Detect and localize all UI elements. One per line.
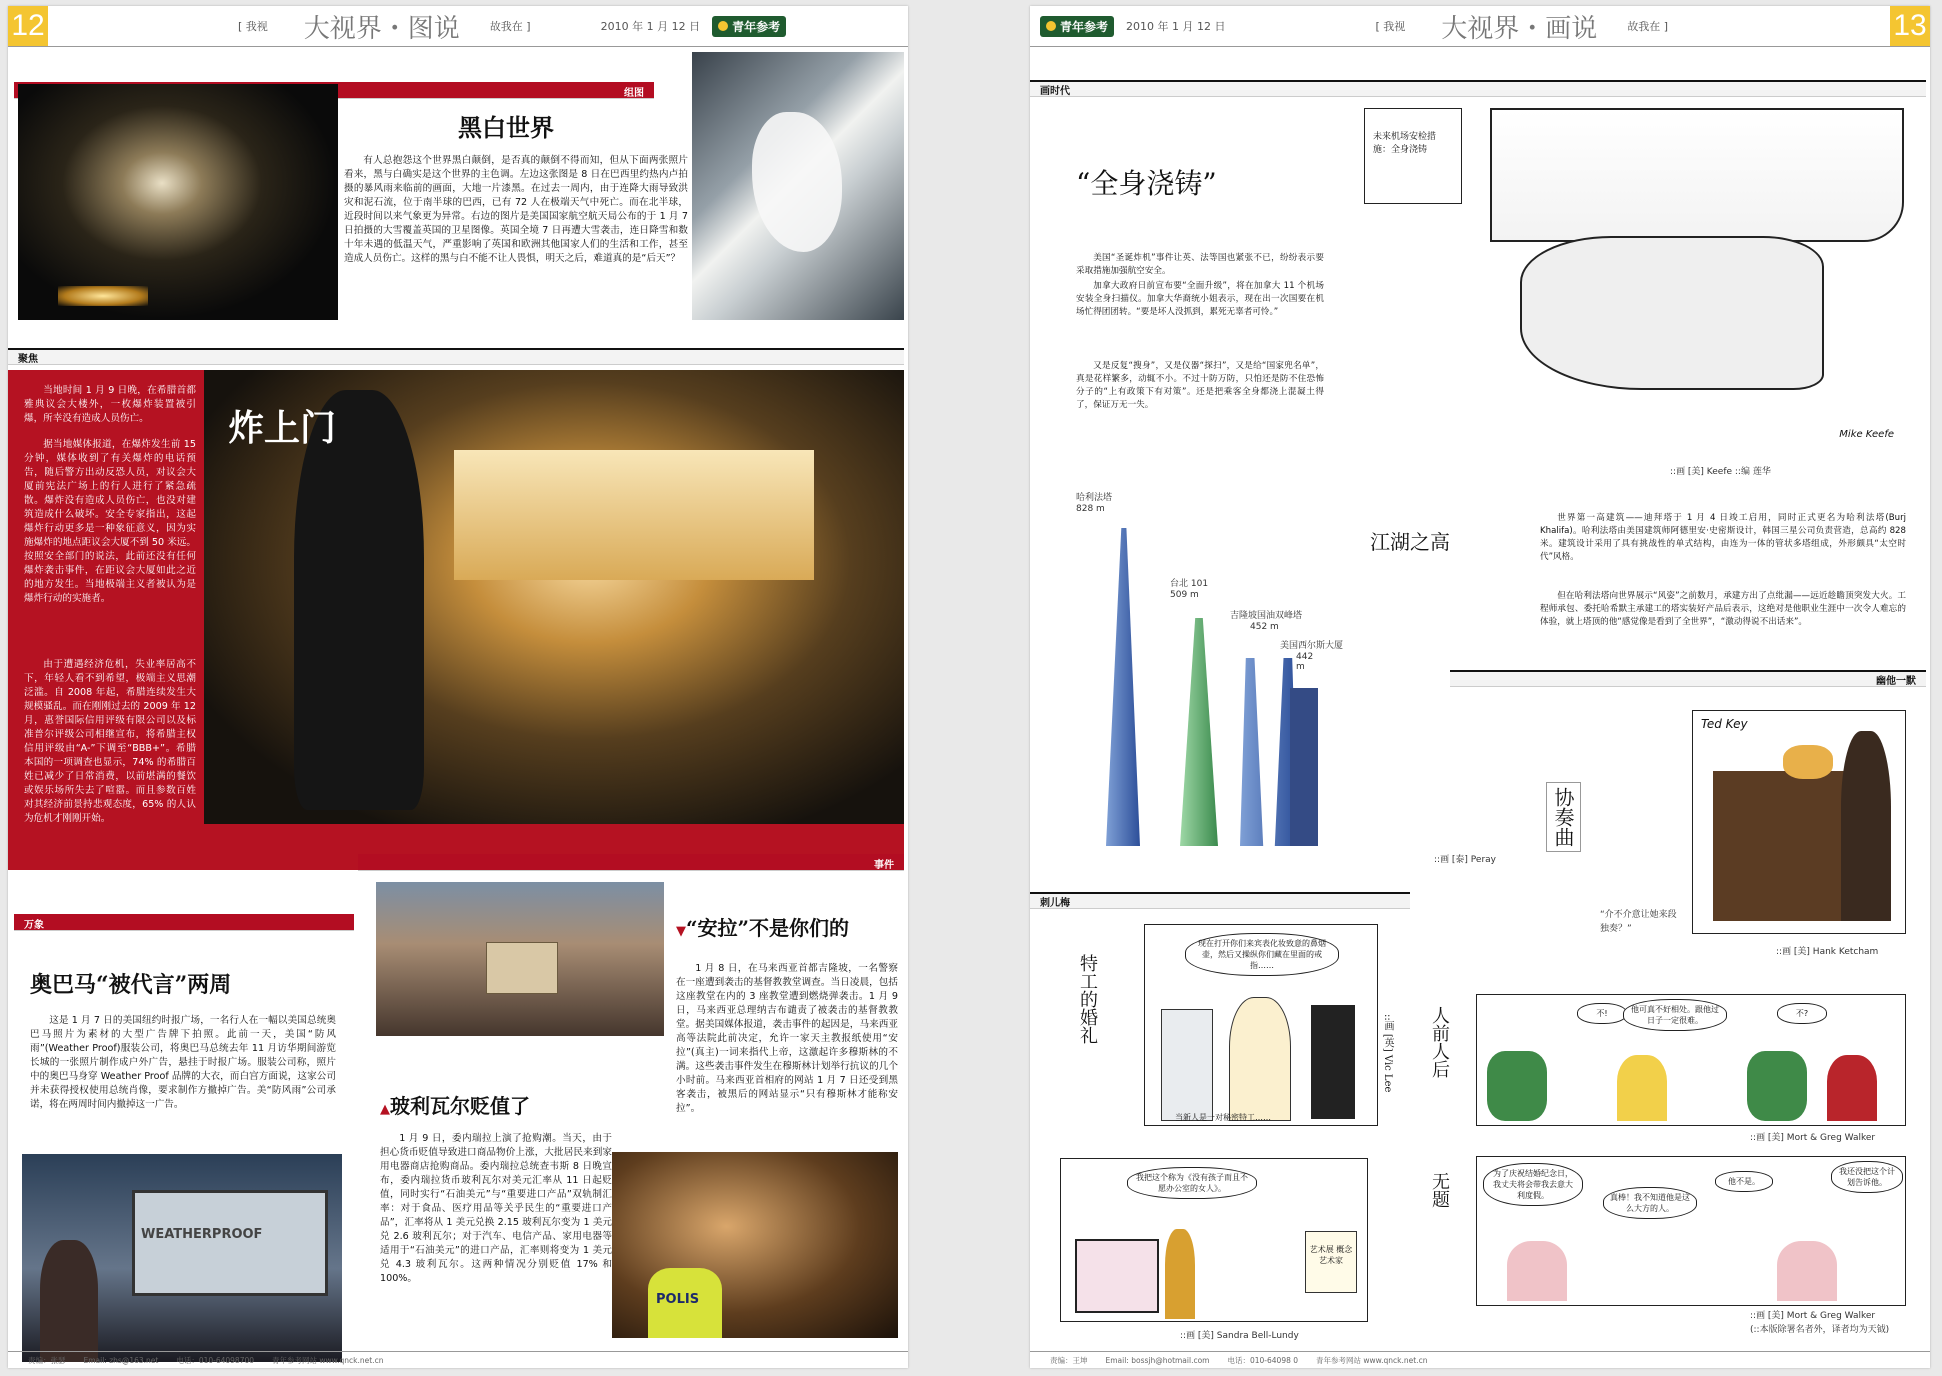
article-title: 特工的婚礼 — [1077, 954, 1098, 1044]
footer-phone: 电话：010-64098700 — [176, 1355, 255, 1365]
photographer-silhouette — [40, 1240, 98, 1362]
piano-cartoon — [1692, 710, 1906, 934]
obama-billboard — [132, 1190, 328, 1296]
article-title: 江湖之高 — [1370, 530, 1450, 554]
speech-bubble: 现在打开你们来宾表化妆致意的鼻烟壶，然后又操纵你们藏在里面的戒指…… — [1185, 933, 1339, 976]
speech-bubble: 我把这个称为《没有孩子而且不愿办公室的女人》。 — [1127, 1167, 1257, 1199]
article-body: 又是反复“搜身”，又是仪器“探扫”，又是给“国家兜名单”，真是花样繁多，动辄不小。不过十防万防，只怕还是防不住恐怖分子的“上有政策下有对策”。还是把乘客全身都浇上混凝土得了，保证万无一失。 — [1076, 361, 1324, 410]
woman-figure — [1165, 1229, 1195, 1319]
footer-email: Email: bossjh@hotmail.com — [1105, 1355, 1210, 1365]
speech-bubble: 他不是。 — [1715, 1171, 1773, 1192]
article-title: 协奏曲 — [1546, 782, 1581, 852]
newspaper-logo: 青年参考 — [1040, 16, 1114, 37]
airport-cartoon — [1350, 106, 1904, 450]
burj-khalifa — [1106, 528, 1140, 846]
blonde-woman — [1617, 1055, 1667, 1121]
armchair — [1747, 1051, 1807, 1121]
footer-email: Email: zhs@163.net — [83, 1355, 159, 1365]
logo-mark-icon — [718, 21, 728, 31]
page-number: 12 — [8, 6, 48, 46]
article-body: 据当地媒体报道，在爆炸发生前 15 分钟，媒体收到了有关爆炸的电话预告，随后警方出动反恐人员，对议会大厦前宪法广场上的行人进行了紧急疏散。爆炸没有造成人员伤亡，也没对建筑造成什么破坏。安全专家指出，这起爆炸行动更多是一种象征意义，因为实施爆炸的地点距议会大厦不到 50 米远。按照安全部门的说法，此前还没有任何爆炸袭击事件，在距议会大厦如此之近的地方发生。当地极端主义者被认为是爆炸行动的实施者。 — [24, 439, 196, 604]
red-dress-woman — [1827, 1055, 1877, 1121]
front-behind-cartoon — [1476, 994, 1906, 1126]
armchair — [1487, 1051, 1547, 1121]
section-label-jujiao: 聚焦 — [8, 348, 904, 365]
article-body: 这是 1 月 7 日的美国纽约时报广场，一名行人在一幅以美国总统奥巴马照片为素材的大型广告牌下拍照。此前一天，美国“防风雨”(Weather Proof)服装公司，将奥巴马总统去年 11 月访华期间游览长城的一张照片制作成户外广告，悬挂于时报广场。服装公司称，照片中的奥巴马身穿 Weather Proof 品牌的大衣，而白宫方面说，这家公司并未获得授权使用总统肖像，要求制作方撤掉广告。美“防风雨”公司承诺，将在两周时间内撤掉这一广告。 — [30, 1015, 336, 1110]
athens-parliament-photo — [204, 370, 904, 824]
storm-photo — [18, 84, 338, 320]
tower-height: 828 m — [1076, 504, 1105, 514]
right-header — [1030, 6, 1930, 47]
article-title: 奥巴马“被代言”两周 — [30, 972, 232, 998]
footer-site: 青年参考网站 www.qnck.net.cn — [1316, 1355, 1428, 1365]
satellite-photo — [692, 52, 904, 320]
times-square-photo — [22, 1154, 342, 1362]
article-body: 当地时间 1 月 9 日晚，在希腊首都雅典议会大楼外，一枚爆炸装置被引爆，所幸没有造成人员伤亡。 — [24, 385, 196, 424]
framed-artwork — [1075, 1239, 1159, 1313]
snowy-britain — [752, 112, 842, 252]
cartoon-credit: ::画 [美] Sandra Bell-Lundy — [1180, 1331, 1299, 1341]
section-label-shijian: 事件 — [358, 854, 904, 871]
section-label-wanxiang: 万象 — [14, 914, 354, 931]
section-label-huashidai: 画时代 — [1030, 80, 1926, 97]
left-page — [8, 6, 908, 1368]
page-number: 13 — [1890, 6, 1930, 46]
footer-phone: 电话：010-64098 0 — [1227, 1355, 1299, 1365]
article-body: 1 月 8 日，在马来西亚首都吉隆坡，一名警察在一座遭到袭击的基督教教堂调查。当日凌晨，包括这座教堂在内的 3 座教堂遭到燃烧弹袭击。1 月 9 日，马来西亚总理纳吉布谴责了被袭击的基督教教堂。据美国媒体报道，袭击事件的起因是，马来西亚高等法院此前决定，允许一家天主教报纸使用“安拉”(真主)一词来指代上帝，这激起许多穆斯林的不满。这些袭击事件发生在穆斯林计划举行抗议的几个小时前。马来西亚首相府的网站 1 月 7 日还受到黑客袭击，被黑后的网站显示“只有穆斯林才能称安拉”。 — [676, 963, 898, 1114]
header-tag-left: [ 我视 — [1375, 20, 1406, 33]
left-header — [8, 6, 908, 47]
cartoon-caption: “介不介意让她来段独奏？” — [1600, 910, 1677, 934]
billboard-text: WEATHERPROOF — [141, 1227, 263, 1242]
church-photo — [612, 1152, 898, 1338]
header-tag-right: 故我在 ] — [489, 20, 531, 33]
right-footer — [1030, 1351, 1930, 1368]
footer-site: 青年参考网站 www.qnck.net.cn — [272, 1355, 384, 1365]
tower-label: 吉隆坡国油双峰塔 — [1230, 611, 1303, 621]
right-page — [1030, 6, 1930, 1368]
triangle-up-icon: ▲ — [380, 1102, 390, 1117]
cartoon-credit: ::画 [美] Mort & Greg Walker — [1750, 1311, 1876, 1321]
article-body: 但在哈利法塔向世界展示“风姿”之前数月，承建方出了点纰漏——远近趁瞻顶突发大火。工程师承包、委托哈希默主承建工的塔实装好产品后表示，这绝对是他职业生涯中一次令人难忘的体验，就上塔顶的他“感觉像是看到了全世界”，“激动得说不出话来”。 — [1540, 591, 1906, 627]
tower-height: 452 m — [1250, 622, 1279, 632]
speech-bubble: 真棒！我不知道他是这么大方的人。 — [1603, 1187, 1697, 1219]
police-vest — [648, 1268, 722, 1338]
section-label-cier: 刺儿梅 — [1030, 892, 1410, 909]
officiant-figure — [1311, 1005, 1355, 1119]
appliance-box — [486, 942, 558, 994]
section-label-youmo: 幽他一默 — [1450, 670, 1926, 687]
tower-label: 台北 101 — [1170, 579, 1209, 589]
shopping-crowd-photo — [376, 882, 664, 1036]
taipei-101 — [1180, 618, 1218, 846]
article-title: “全身浇铸” — [1076, 167, 1217, 200]
cartoon-credit: ::画 [美] Mort & Greg Walker — [1750, 1133, 1876, 1143]
article-body: 加拿大政府日前宣布要“全面升级”，将在加拿大 11 个机场安装全身扫描仪。加拿大华裔统小姐表示，现在出一次国要在机场忙得团团转。“要是坏人没抓到，累死无辜者可怜。” — [1076, 281, 1324, 317]
article-title: ▲玻利瓦尔贬值了 — [380, 1094, 530, 1118]
triangle-down-icon: ▼ — [676, 924, 686, 939]
speech-bubble: 我还没把这个计划告诉他。 — [1831, 1161, 1903, 1193]
article-title: 黑白世界 — [458, 113, 554, 142]
article-title: 无题 — [1429, 1172, 1450, 1208]
parliament-building — [454, 450, 814, 580]
speech-bubble: 为了庆祝结婚纪念日，我丈夫将会带我去意大利度假。 — [1483, 1163, 1583, 1206]
city-lights — [58, 286, 148, 306]
tower-height: 509 m — [1170, 590, 1199, 600]
speech-bubble: 他可真不好相处。跟他过日子一定很难。 — [1623, 999, 1727, 1031]
left-footer — [8, 1351, 908, 1368]
walking-silhouette — [294, 390, 424, 810]
bride-figure — [1229, 997, 1291, 1121]
article-body: 有人总抱怨这个世界黑白颠倒，是否真的颠倒不得而知，但从下面两张照片看来，黑与白确实是这个世界的主色调。左边这张图是 8 日在巴西里约热内卢拍摄的暴风雨来临前的画面，大地一片漆黑。在过去一周内，由于连降大雨导致洪灾和泥石流，位于南半球的巴西，已有 72 人在极端天气中死亡。而在北半球，近段时间以来气象更为异常。右边的图片是美国国家航空航天局公布的于 1 月 7 日拍摄的大雪覆盖英国的卫星图像。英国全境 7 日再遭大雪袭击，连日降雪和数十年未遇的低温天气，严重影响了英国和欧洲其他国家人们的生活和工作，甚至造成人员伤亡。这样的黑与白不能不让人畏惧，明天之后，难道真的是“后天”？ — [344, 155, 688, 264]
old-woman-figure — [1507, 1241, 1567, 1301]
cartoon-credit: ::画 [泰] Peray — [1434, 855, 1496, 865]
footer-editor: 责编：王坤 — [1050, 1355, 1088, 1365]
logo-mark-icon — [1046, 21, 1056, 31]
sears-tower — [1290, 688, 1318, 846]
article-title: 炸上门 — [228, 407, 337, 449]
section-brand: 大视界・画说 — [1441, 13, 1598, 44]
section-brand: 大视界・图说 — [303, 13, 460, 44]
header-date: 2010 年 1 月 12 日 — [1126, 20, 1226, 33]
agent-wedding-cartoon — [1144, 924, 1378, 1126]
article-body: 1 月 9 日，委内瑞拉上演了抢购潮。当天，由于担心货币贬值导致进口商品物价上涨，大批居民来到家用电器商店抢购商品。委内瑞拉总统查韦斯 8 日晚宣布，委内瑞拉货币玻利瓦尔对美元汇率从 11 日起贬值，同时实行“石油美元”与“重要进口产品”双轨制汇率：对于食品、医疗用品等关乎民生的“重要进口产品”，汇率将从 1 美元兑换 2.15 玻利瓦尔变为 1 美元兑 2.6 玻利瓦尔；对于汽车、电信产品、家用电器等适用于“石油美元”的进口产品，汇率则将变为 1 美元兑 4.3 玻利瓦尔。这两种情况分别贬值 17% 和 100%。 — [380, 1133, 612, 1284]
cat — [1783, 745, 1833, 779]
tower-height: 442 m — [1296, 652, 1314, 672]
speech-bubble: 不? — [1777, 1003, 1827, 1024]
header-tag-left: [ 我视 — [238, 20, 268, 33]
untitled-cartoon — [1476, 1156, 1906, 1306]
old-woman-figure — [1777, 1241, 1837, 1301]
airplane-cabin — [1490, 108, 1904, 242]
police-label: POLIS — [656, 1292, 700, 1307]
cartoon-caption: 当新人是一对秘密特工…… — [1175, 1113, 1271, 1122]
cartoon-credit: ::画 [美] Keefe ::编 莲华 — [1670, 467, 1771, 477]
speech-bubble: 不! — [1577, 1003, 1627, 1024]
artist-signature: Ted Key — [1701, 717, 1748, 731]
exhibit-sign: 艺术展 概念艺术家 — [1305, 1231, 1357, 1293]
towers-cartoon — [1070, 488, 1344, 868]
woman-figure — [1841, 731, 1891, 921]
translator-note: (::本版除署名者外，译者均为天钺) — [1750, 1325, 1890, 1335]
article-body: 美国“圣诞炸机”事件让英、法等国也紧张不已，纷纷表示要采取措施加强航空安全。 — [1076, 253, 1324, 276]
cartoon-sign: 未来机场安检措施：全身浇铸 — [1364, 108, 1462, 204]
header-date: 2010 年 1 月 12 日 — [600, 20, 701, 33]
footer-editor: 责编：张瑟 — [28, 1355, 66, 1365]
concrete-passengers — [1520, 236, 1824, 390]
cartoon-credit: ::画 [英] Vic Lee — [1382, 1014, 1393, 1093]
groom-figure — [1161, 1009, 1213, 1121]
newspaper-logo: 青年参考 — [712, 16, 786, 37]
article-body: 世界第一高建筑——迪拜塔于 1 月 4 日竣工启用，同时正式更名为哈利法塔(Burj Khalifa)。哈利法塔由美国建筑师阿德里安·史密斯设计，韩国三星公司负责营造，总高约 828 米。建筑设计采用了具有挑战性的单式结构，由连为一体的管状多塔组成，外形颇具“太空时代”风格。 — [1540, 513, 1906, 562]
article-body: 由于遭遇经济危机，失业率居高不下，年轻人看不到希望，极端主义思潮泛滥。自 2008 年起，希腊连续发生大规模骚乱。而在刚刚过去的 2009 年 12 月，惠誉国际信用评级有限公司以及标准普尔评级公司相继宣布，将希腊主权信用评级由“A-”下调至“BBB+”。希腊本国的一项调查也显示，74% 的希腊百姓已减少了日常消费，以前堪满的餐饮或娱乐场所失去了喧嚣。而且参数百姓对其经济前景持悲观态度，65% 的人认为危机才刚刚开始。 — [24, 659, 196, 824]
article-title: ▼“安拉”不是你们的 — [676, 916, 850, 940]
tower-label: 美国西尔斯大厦 — [1280, 641, 1344, 651]
article-title: 人前人后 — [1429, 1006, 1450, 1078]
header-tag-right: 故我在 ] — [1627, 20, 1669, 33]
tower-label: 哈利法塔 — [1076, 493, 1113, 503]
naming-cartoon — [1060, 1158, 1368, 1322]
cartoon-credit: ::画 [美] Hank Ketcham — [1776, 947, 1879, 957]
artist-signature: Mike Keefe — [1839, 429, 1894, 440]
section-label-zutu: 组图 — [14, 82, 654, 99]
